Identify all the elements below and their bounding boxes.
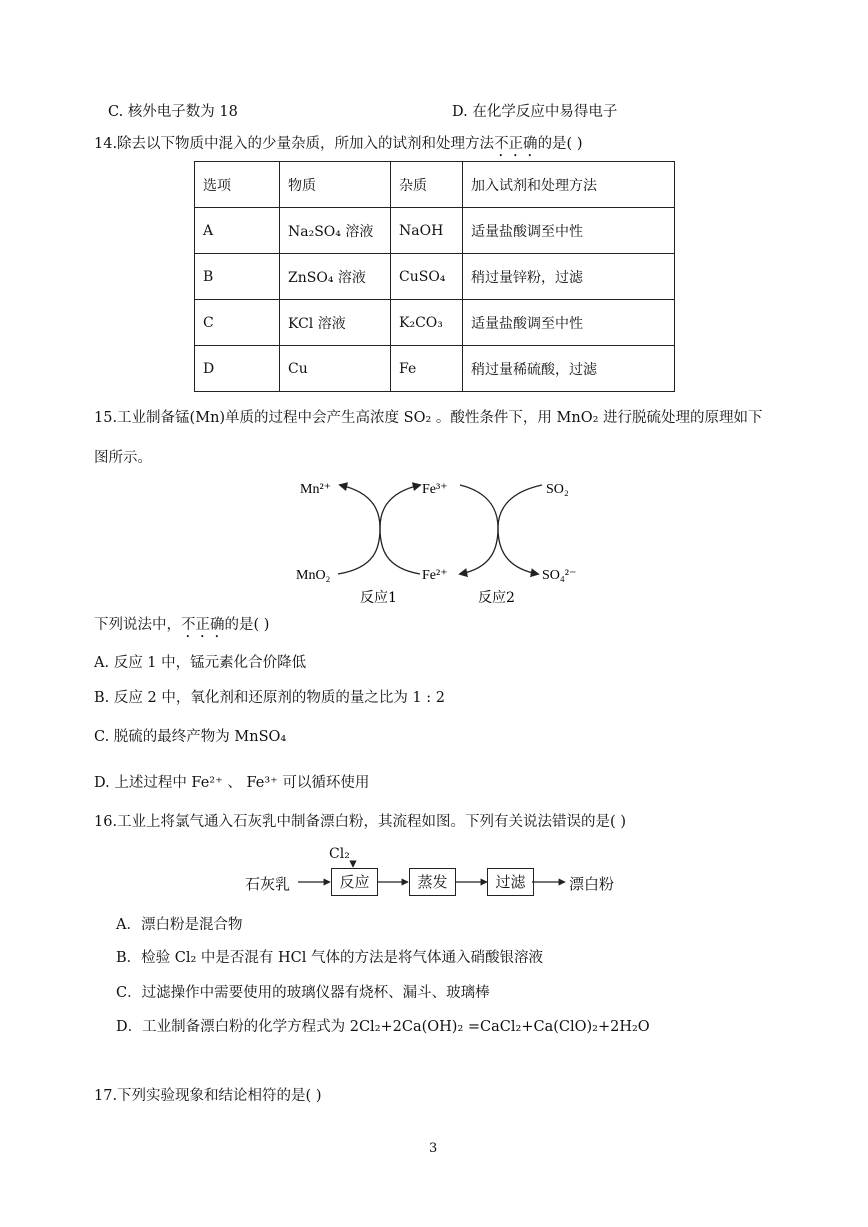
cl2-label: Cl₂ xyxy=(329,846,350,862)
q15-stem-line2: 图所示。 xyxy=(94,450,152,466)
q15-option-c: C. 脱硫的最终产物为 MnSO₄ xyxy=(94,729,287,745)
q16-option-b: B．检验 Cl₂ 中是否混有 HCl 气体的方法是将气体通入硝酸银溶液 xyxy=(116,950,544,966)
flow-step-filtration: 过滤 xyxy=(487,868,534,896)
table-cell: A xyxy=(195,208,280,254)
reaction2-right-arc xyxy=(498,485,542,574)
q17-stem: 17.下列实验现象和结论相符的是( ) xyxy=(94,1088,322,1104)
page-number: 3 xyxy=(429,1141,438,1156)
mno2-label: MnO₂ xyxy=(296,568,331,583)
q16-option-d: D．工业制备漂白粉的化学方程式为 2Cl₂+2Ca(OH)₂ =CaCl₂+Ca(ClO)₂+2H₂O xyxy=(116,1019,650,1035)
table-cell: D xyxy=(195,346,280,392)
reaction2-label: 反应2 xyxy=(478,590,515,606)
mn2-label: Mn²⁺ xyxy=(300,482,332,497)
q16-option-c: C．过滤操作中需要使用的玻璃仪器有烧杯、漏斗、玻璃棒 xyxy=(116,985,490,1001)
q16-option-a: A．漂白粉是混合物 xyxy=(116,917,243,933)
table-header-cell: 物质 xyxy=(280,162,391,208)
reaction1-label: 反应1 xyxy=(360,590,397,606)
q15-option-b: B. 反应 2 中，氧化剂和还原剂的物质的量之比为 1 : 2 xyxy=(94,690,445,706)
so4-label: SO₄²⁻ xyxy=(542,568,577,583)
table-cell: Fe xyxy=(391,346,463,392)
emphasis-marks: 不正确 xyxy=(181,617,225,633)
table-row xyxy=(195,254,675,300)
reaction1-right-arc xyxy=(380,485,420,574)
q16-stem: 16.工业上将氯气通入石灰乳中制备漂白粉，其流程如图。下列有关说法错误的是( ) xyxy=(94,814,626,830)
table-cell: K₂CO₃ xyxy=(391,300,463,346)
q15-option-a: A. 反应 1 中，锰元素化合价降低 xyxy=(94,655,307,671)
table-header-cell: 选项 xyxy=(195,162,280,208)
emphasis-marks: 不正确 xyxy=(494,136,538,152)
table-cell: Na₂SO₄ 溶液 xyxy=(280,208,391,254)
table-header-cell: 杂质 xyxy=(391,162,463,208)
table-cell: 适量盐酸调至中性 xyxy=(463,208,675,254)
table-cell: B xyxy=(195,254,280,300)
table-cell: C xyxy=(195,300,280,346)
q14-stem: 14.除去以下物质中混入的少量杂质，所加入的试剂和处理方法不正确的是( ) xyxy=(94,136,583,152)
table-cell: Cu xyxy=(280,346,391,392)
table-row xyxy=(195,300,675,346)
q15-stem-line1: 15.工业制备锰(Mn)单质的过程中会产生高浓度 SO₂ 。酸性条件下，用 MnO₂ 进行脱硫处理的原理如下 xyxy=(94,410,763,426)
table-row xyxy=(195,346,675,392)
table-header-cell: 加入试剂和处理方法 xyxy=(463,162,675,208)
q14-table xyxy=(194,161,675,392)
flow-step-evaporation: 蒸发 xyxy=(409,868,456,896)
desulfurization-cycle-diagram xyxy=(280,468,600,613)
so2-label: SO₂ xyxy=(546,482,569,497)
q13-option-d: D. 在化学反应中易得电子 xyxy=(452,104,618,120)
table-cell: CuSO₄ xyxy=(391,254,463,300)
fe3-label: Fe³⁺ xyxy=(422,482,448,497)
flow-end-label: 漂白粉 xyxy=(569,875,615,893)
q15-question: 下列说法中，不正确的是( ) xyxy=(94,617,270,633)
table-cell: 稍过量锌粉，过滤 xyxy=(463,254,675,300)
flow-start-label: 石灰乳 xyxy=(245,875,291,893)
table-cell: 稍过量稀硫酸，过滤 xyxy=(463,346,675,392)
table-cell: ZnSO₄ 溶液 xyxy=(280,254,391,300)
table-cell: NaOH xyxy=(391,208,463,254)
table-cell: 适量盐酸调至中性 xyxy=(463,300,675,346)
q13-option-c: C. 核外电子数为 18 xyxy=(108,104,238,120)
reaction2-left-arc xyxy=(460,485,498,574)
q15-option-d: D. 上述过程中 Fe²⁺ 、 Fe³⁺ 可以循环使用 xyxy=(94,775,370,791)
table-row xyxy=(195,208,675,254)
flow-step-reaction: 反应 xyxy=(331,868,378,896)
reaction1-left-arc xyxy=(338,485,380,574)
fe2-label: Fe²⁺ xyxy=(422,568,448,583)
table-header-row xyxy=(195,162,675,208)
table-cell: KCl 溶液 xyxy=(280,300,391,346)
